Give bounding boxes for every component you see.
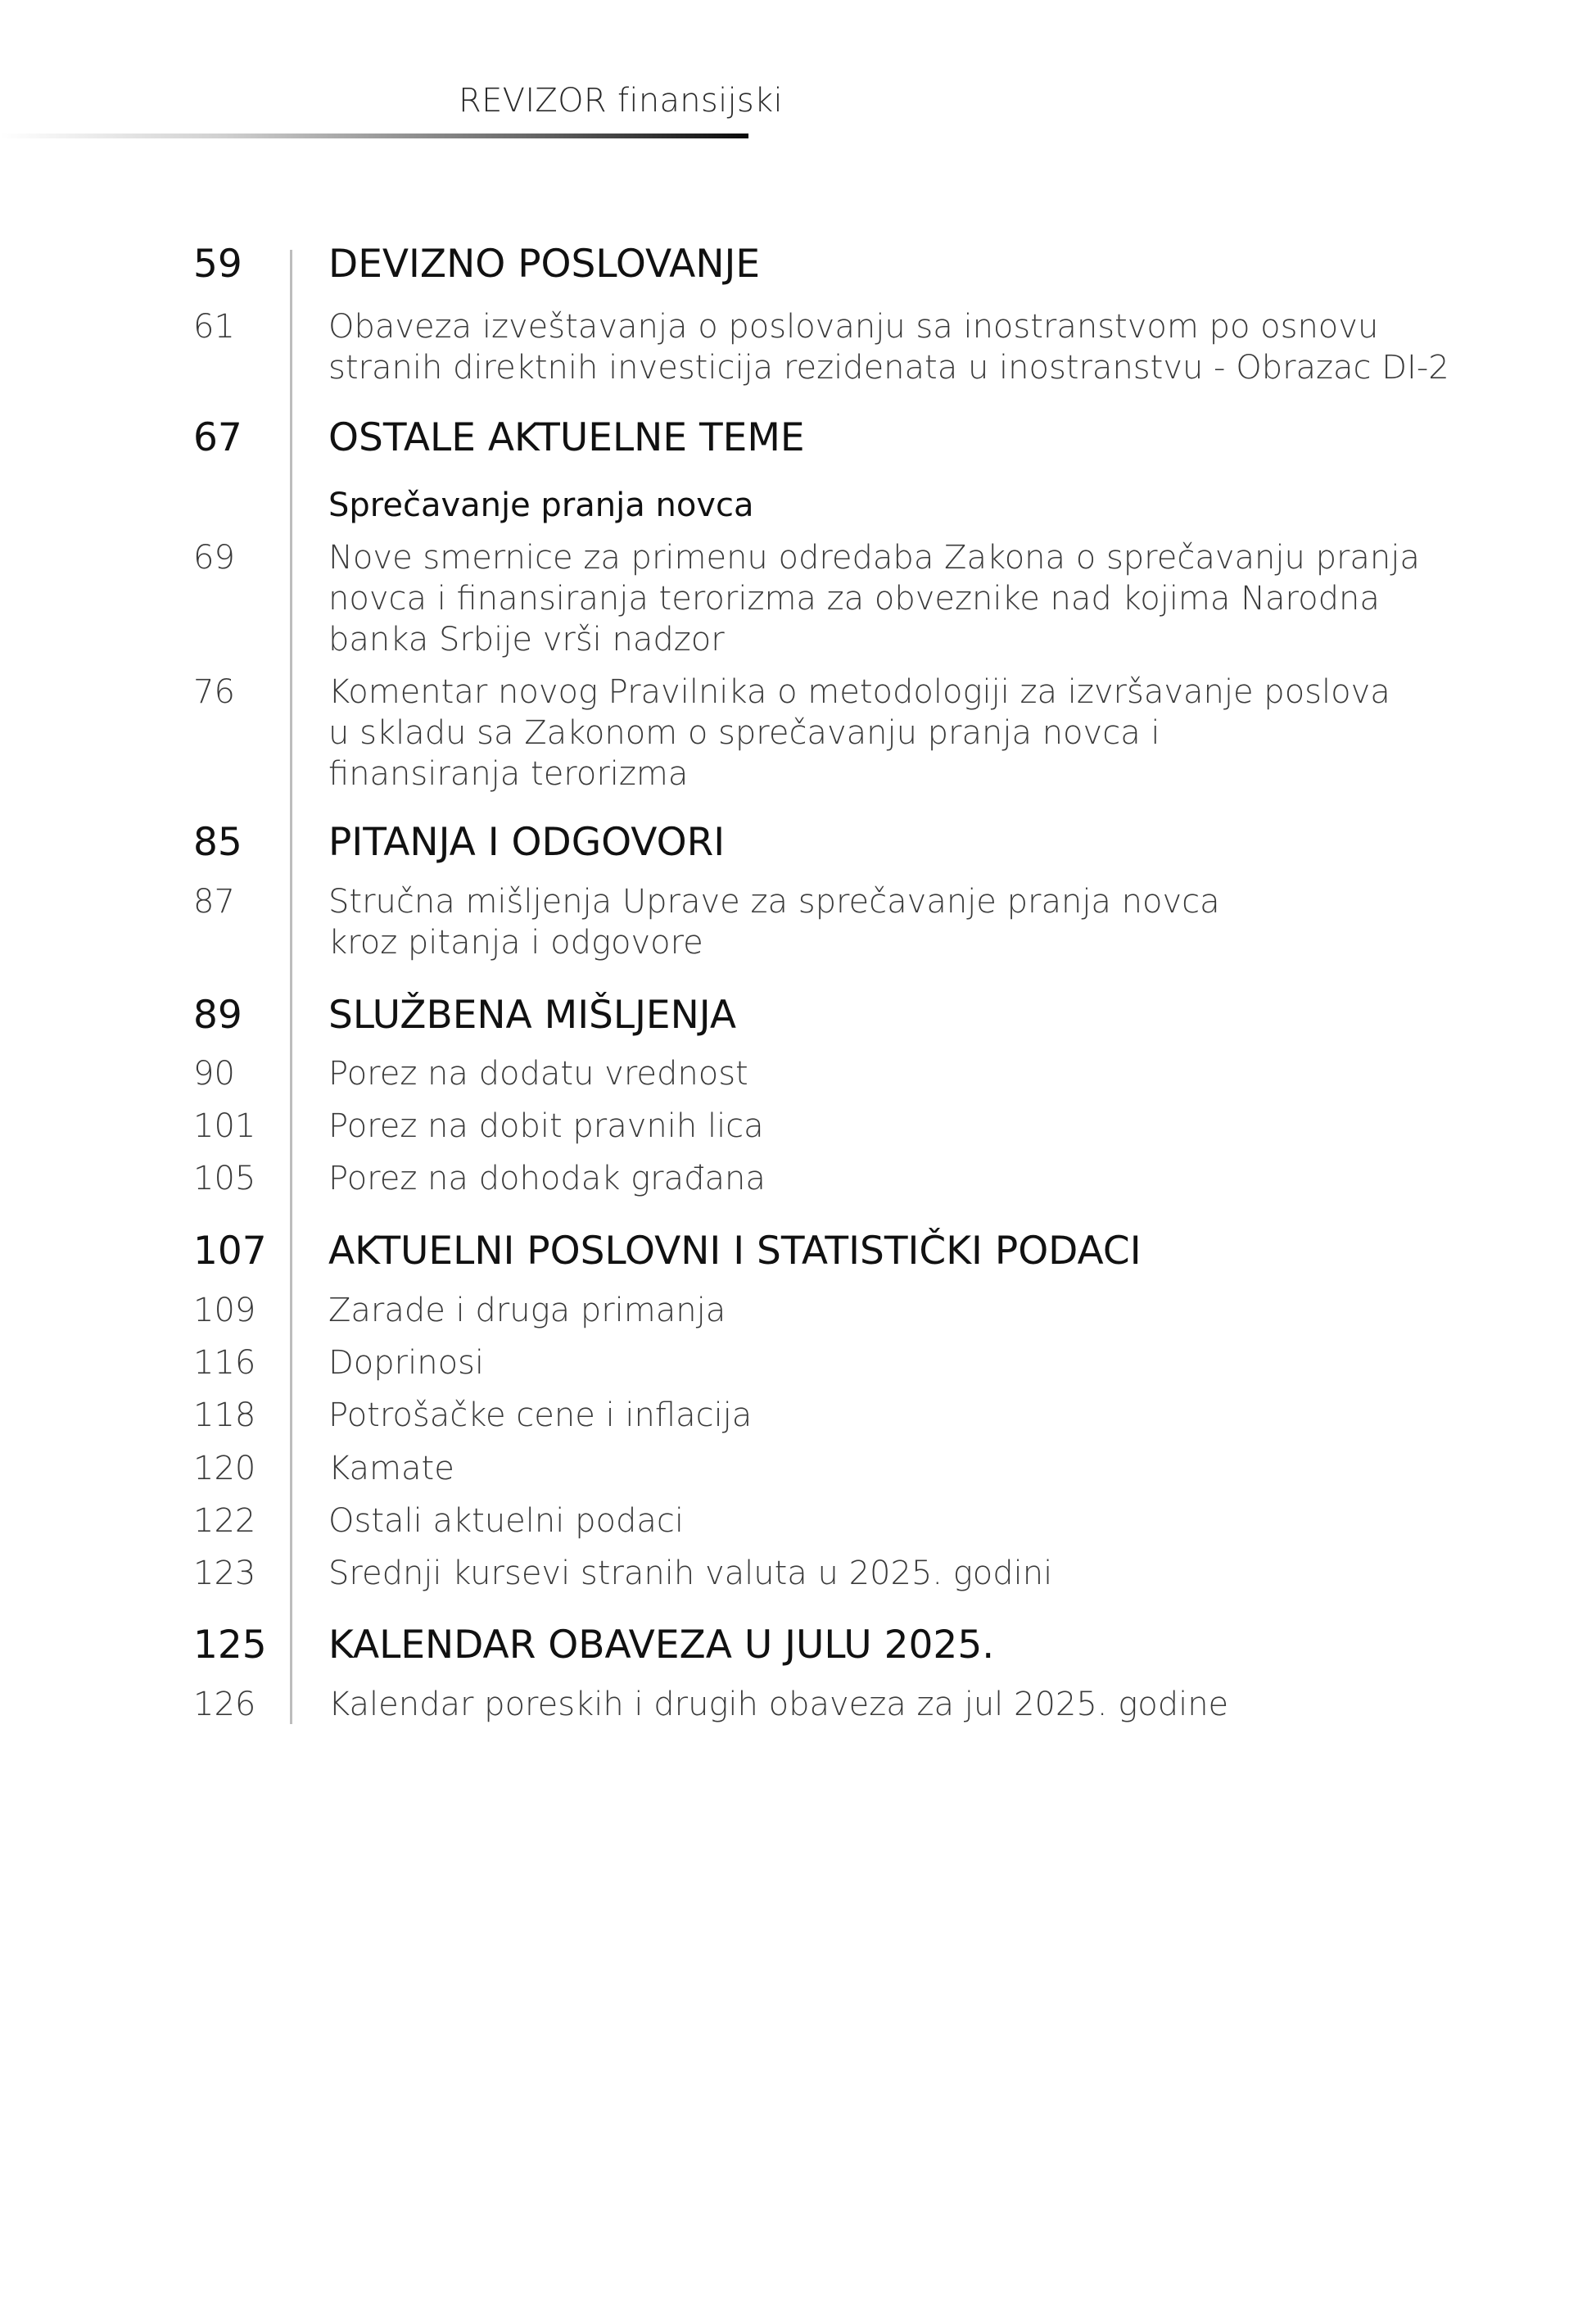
toc-entry-page-number: 123 <box>193 1555 256 1592</box>
toc-entry-title-line: u skladu sa Zakonom o sprečavanju pranja novca i <box>328 714 1160 752</box>
toc-section-title: KALENDAR OBAVEZA U JULU 2025. <box>328 1623 995 1668</box>
toc-section-page-number: 89 <box>193 993 242 1038</box>
toc-section-title: PITANJA I ODGOVORI <box>328 820 726 865</box>
toc-entry-page-number: 109 <box>193 1292 256 1329</box>
toc-entry-page-number: 69 <box>193 539 235 577</box>
toc-entry-page-number: 118 <box>193 1396 256 1434</box>
toc-entry-page-number: 90 <box>193 1055 235 1093</box>
toc-entry-title: Porez na dohodak građana <box>328 1160 766 1197</box>
toc-entry-page-number: 122 <box>193 1502 256 1540</box>
toc-subheading-title: Sprečavanje pranja novca <box>328 487 754 524</box>
toc-divider-line <box>290 250 292 1724</box>
toc-entry-page-number: 116 <box>193 1344 256 1382</box>
toc-entry-title-line: kroz pitanja i odgovore <box>328 924 703 962</box>
toc-entry-title: Srednji kursevi stranih valuta u 2025. godini <box>328 1555 1053 1592</box>
toc-entry-page-number: 87 <box>193 883 235 921</box>
toc-section-title: SLUŽBENA MIŠLJENJA <box>328 993 736 1038</box>
toc-entry-title <box>328 537 1420 660</box>
toc-entry-title-line: stranih direktnih investicija rezidenata u inostranstvu - Obrazac DI-2 <box>328 349 1449 387</box>
toc-entry-title <box>328 672 1393 794</box>
toc-entry-title: Zarade i druga primanja <box>328 1292 726 1329</box>
toc-entry-title-line: finansiranja terorizma <box>328 755 689 793</box>
toc-section-page-number: 107 <box>193 1229 267 1274</box>
toc-entry-title: Kalendar poreskih i drugih obaveza za jul 2025. godine <box>328 1686 1229 1723</box>
toc-entry-title-line: Nove smernice za primenu odredaba Zakona o sprečavanju pranja <box>328 539 1420 577</box>
header-rule <box>0 134 748 138</box>
toc-entry-page-number: 76 <box>193 673 235 711</box>
toc-entry-title-line: novca i finansiranja terorizma za obveznike nad kojima Narodna <box>328 580 1380 618</box>
toc-entry-title-line: Obaveza izveštavanja o poslovanju sa inostranstvom po osnovu <box>328 308 1379 346</box>
toc-entry-title: Doprinosi <box>328 1344 484 1382</box>
toc-entry-title <box>328 306 1449 388</box>
toc-entry-title <box>328 881 1393 963</box>
toc-entry-page-number: 101 <box>193 1107 256 1145</box>
toc-entry-title-line: banka Srbije vrši nadzor <box>328 621 725 659</box>
toc-section-title: DEVIZNO POSLOVANJE <box>328 242 761 287</box>
toc-entry-title: Porez na dobit pravnih lica <box>328 1107 764 1145</box>
toc-section-page-number: 59 <box>193 242 242 287</box>
toc-entry-page-number: 120 <box>193 1450 256 1487</box>
toc-entry-title: Kamate <box>328 1450 454 1487</box>
toc-entry-title-line: Stručna mišljenja Uprave za sprečavanje pranja novca <box>328 883 1220 921</box>
toc-entry-title: Porez na dodatu vrednost <box>328 1055 748 1093</box>
toc-entry-page-number: 61 <box>193 308 235 346</box>
toc-section-title: OSTALE AKTUELNE TEME <box>328 415 805 460</box>
toc-section-title: AKTUELNI POSLOVNI I STATISTIČKI PODACI <box>328 1229 1142 1274</box>
running-header-title: REVIZOR finansijski <box>459 82 783 120</box>
toc-entry-title: Ostali aktuelni podaci <box>328 1502 684 1540</box>
toc-entry-page-number: 126 <box>193 1686 256 1723</box>
toc-entry-page-number: 105 <box>193 1160 256 1197</box>
toc-section-page-number: 85 <box>193 820 242 865</box>
toc-entry-title-line: Komentar novog Pravilnika o metodologiji za izvršavanje poslova <box>328 673 1390 711</box>
toc-entry-title: Potrošačke cene i inflacija <box>328 1396 753 1434</box>
toc-section-page-number: 125 <box>193 1623 267 1668</box>
toc-section-page-number: 67 <box>193 415 242 460</box>
